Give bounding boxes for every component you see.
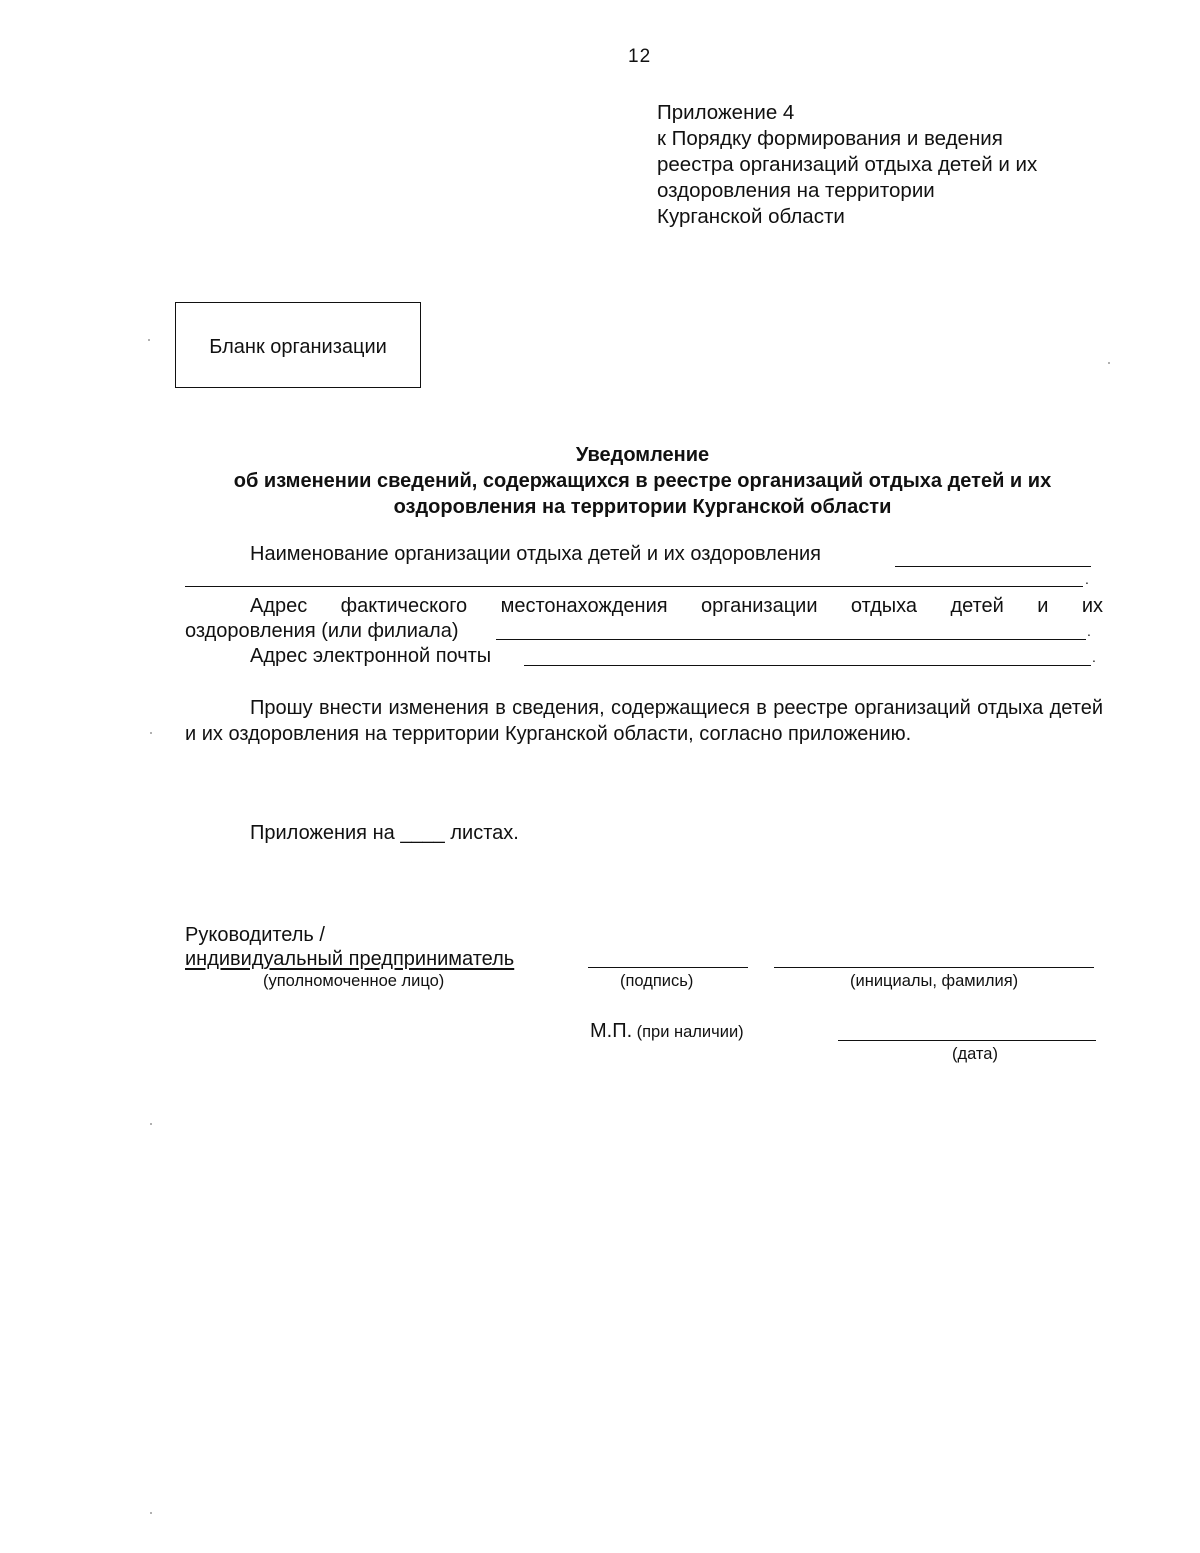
- role-caption: (уполномоченное лицо): [263, 972, 445, 990]
- signer-role-line2: индивидуальный предприниматель: [185, 948, 515, 970]
- appendix-line: Приложение 4: [657, 101, 795, 124]
- scan-speck: [150, 732, 152, 734]
- scan-speck: [150, 1123, 152, 1125]
- seal-note: (при наличии): [636, 1023, 744, 1041]
- date-field-line[interactable]: [838, 1040, 1096, 1041]
- org-name-field-line-2[interactable]: [185, 586, 1083, 587]
- title-line: Уведомление: [575, 444, 710, 466]
- attachments-prefix: Приложения на: [250, 822, 395, 844]
- page-number: 12: [628, 46, 652, 67]
- request-paragraph: Прошу внести изменения в сведения, содержащиеся в реестре организаций отдыха детей и их оздоровления на территории Курганской области, согласно приложению.: [185, 697, 1103, 745]
- org-name-label: Наименование организации отдыха детей и их оздоровления: [250, 543, 822, 565]
- appendix-line: реестра организаций отдыха детей и их: [657, 153, 1038, 176]
- attachments-suffix: листах.: [450, 822, 519, 844]
- signature-field-line[interactable]: [588, 967, 748, 968]
- scan-speck: [148, 339, 150, 341]
- address-label-line2: оздоровления (или филиала): [185, 620, 459, 642]
- signer-role-line1: Руководитель /: [185, 924, 325, 946]
- seal-label-line: [590, 1020, 744, 1043]
- email-label: Адрес электронной почты: [250, 645, 492, 667]
- appendix-line: оздоровления на территории: [657, 179, 935, 202]
- seal-label: М.П.: [590, 1020, 633, 1042]
- appendix-line: к Порядку формирования и ведения: [657, 127, 1003, 150]
- title-line: оздоровления на территории Курганской области: [393, 496, 892, 518]
- org-name-field-line[interactable]: [895, 566, 1091, 567]
- name-caption: (инициалы, фамилия): [850, 972, 1019, 990]
- title-line: об изменении сведений, содержащихся в реестре организаций отдыха детей и их: [233, 470, 1052, 492]
- period-mark: .: [1092, 649, 1096, 665]
- name-field-line[interactable]: [774, 967, 1094, 968]
- signature-caption: (подпись): [620, 972, 694, 990]
- letterhead-box: [175, 302, 421, 388]
- email-field-line[interactable]: [524, 665, 1091, 666]
- period-mark: .: [1087, 623, 1091, 639]
- appendix-block: [657, 100, 1117, 230]
- attachments-count-blank[interactable]: ____: [400, 822, 445, 844]
- address-label-line1: [185, 593, 1103, 619]
- letterhead-label: Бланк организации: [209, 336, 387, 358]
- scan-speck: [150, 1512, 152, 1514]
- document-title: [180, 442, 1105, 520]
- period-mark: .: [1085, 571, 1089, 587]
- scan-speck: [1108, 362, 1110, 364]
- date-caption: (дата): [952, 1045, 998, 1063]
- address-field-line[interactable]: [496, 639, 1086, 640]
- address-label-text: Адрес фактического местонахождения организации отдыха детей и их: [250, 595, 1103, 617]
- appendix-line: Курганской области: [657, 205, 845, 228]
- attachments-line: [250, 822, 519, 845]
